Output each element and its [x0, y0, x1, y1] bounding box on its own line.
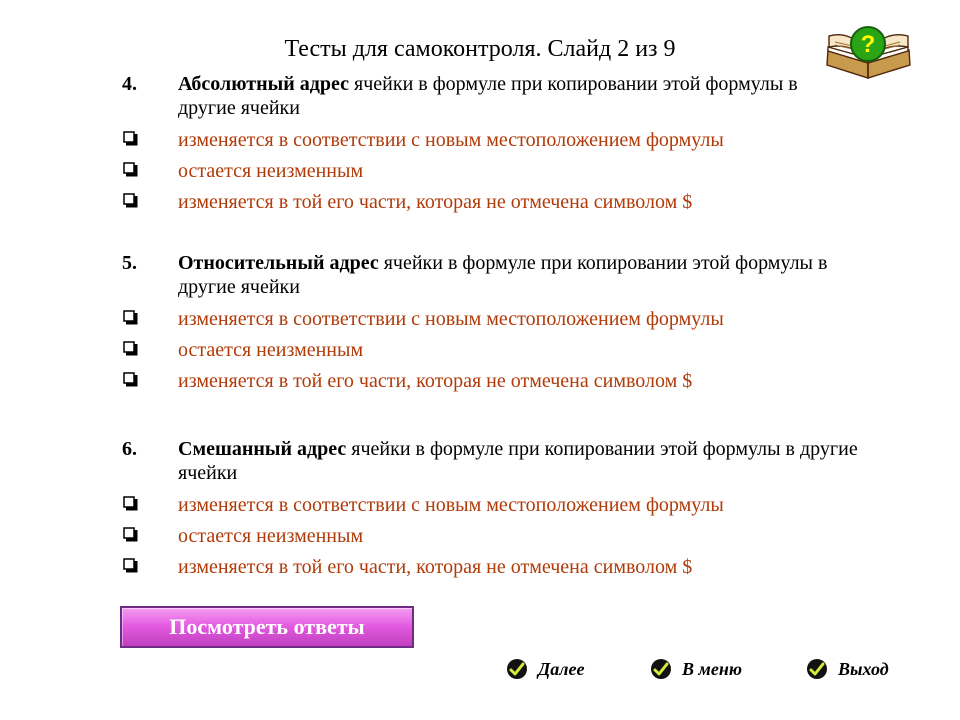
next-link[interactable] [506, 654, 585, 684]
answer-text: изменяется в соответствии с новым местоположением формулы [178, 308, 724, 330]
svg-text:?: ? [860, 31, 876, 58]
question-header [120, 437, 860, 485]
menu-link[interactable] [650, 654, 742, 684]
answer-text: остается неизменным [178, 339, 364, 361]
checkbox-icon[interactable] [123, 527, 138, 542]
answer-option[interactable] [120, 307, 860, 338]
answer-option[interactable] [120, 369, 860, 400]
question-number: 4. [122, 73, 137, 95]
checkbox-icon[interactable] [123, 131, 138, 146]
question-text: ячейки в формуле при копировании этой формулы в другие ячейки [178, 252, 828, 298]
check-icon [650, 658, 672, 680]
answer-options [120, 307, 860, 400]
checkbox-icon[interactable] [123, 558, 138, 573]
slide-title: Тесты для самоконтроля. Слайд 2 из 9 [284, 36, 676, 62]
question-term: Относительный адрес [178, 252, 379, 274]
exit-link[interactable] [806, 654, 889, 684]
answer-text: изменяется в соответствии с новым местоположением формулы [178, 129, 724, 151]
checkbox-icon[interactable] [123, 193, 138, 208]
question-header [120, 72, 860, 120]
show-answers-button[interactable]: Посмотреть ответы [120, 606, 414, 648]
answer-option[interactable] [120, 128, 860, 159]
answer-option[interactable] [120, 524, 860, 555]
answer-text: изменяется в той его части, которая не отмечена символом $ [178, 556, 693, 578]
question-header [120, 251, 860, 299]
checkbox-icon[interactable] [123, 310, 138, 325]
answer-option[interactable] [120, 493, 860, 524]
answer-text: изменяется в той его части, которая не отмечена символом $ [178, 370, 693, 392]
checkbox-icon[interactable] [123, 341, 138, 356]
question-text: ячейки в формуле при копировании этой формулы в другие ячейки [178, 438, 858, 484]
answer-text: изменяется в той его части, которая не отмечена символом $ [178, 191, 693, 213]
next-link-label: Далее [538, 658, 585, 679]
answer-text: остается неизменным [178, 525, 364, 547]
question-number: 6. [122, 438, 137, 460]
question-6 [120, 437, 860, 586]
answer-option[interactable] [120, 555, 860, 586]
answer-options [120, 493, 860, 586]
answer-options [120, 128, 860, 221]
menu-link-label: В меню [682, 658, 742, 679]
answer-option[interactable] [120, 159, 860, 190]
check-icon [806, 658, 828, 680]
answer-option[interactable] [120, 190, 860, 221]
checkbox-icon[interactable] [123, 496, 138, 511]
question-4 [120, 72, 860, 221]
checkbox-icon[interactable] [123, 162, 138, 177]
exit-link-label: Выход [838, 658, 889, 679]
question-5 [120, 251, 860, 400]
check-icon [506, 658, 528, 680]
question-text: ячейки в формуле при копировании этой формулы в другие ячейки [178, 73, 798, 119]
question-term: Смешанный адрес [178, 438, 347, 460]
answer-option[interactable] [120, 338, 860, 369]
answer-text: изменяется в соответствии с новым местоположением формулы [178, 494, 724, 516]
question-number: 5. [122, 252, 137, 274]
checkbox-icon[interactable] [123, 372, 138, 387]
question-term: Абсолютный адрес [178, 73, 350, 95]
answer-text: остается неизменным [178, 160, 364, 182]
